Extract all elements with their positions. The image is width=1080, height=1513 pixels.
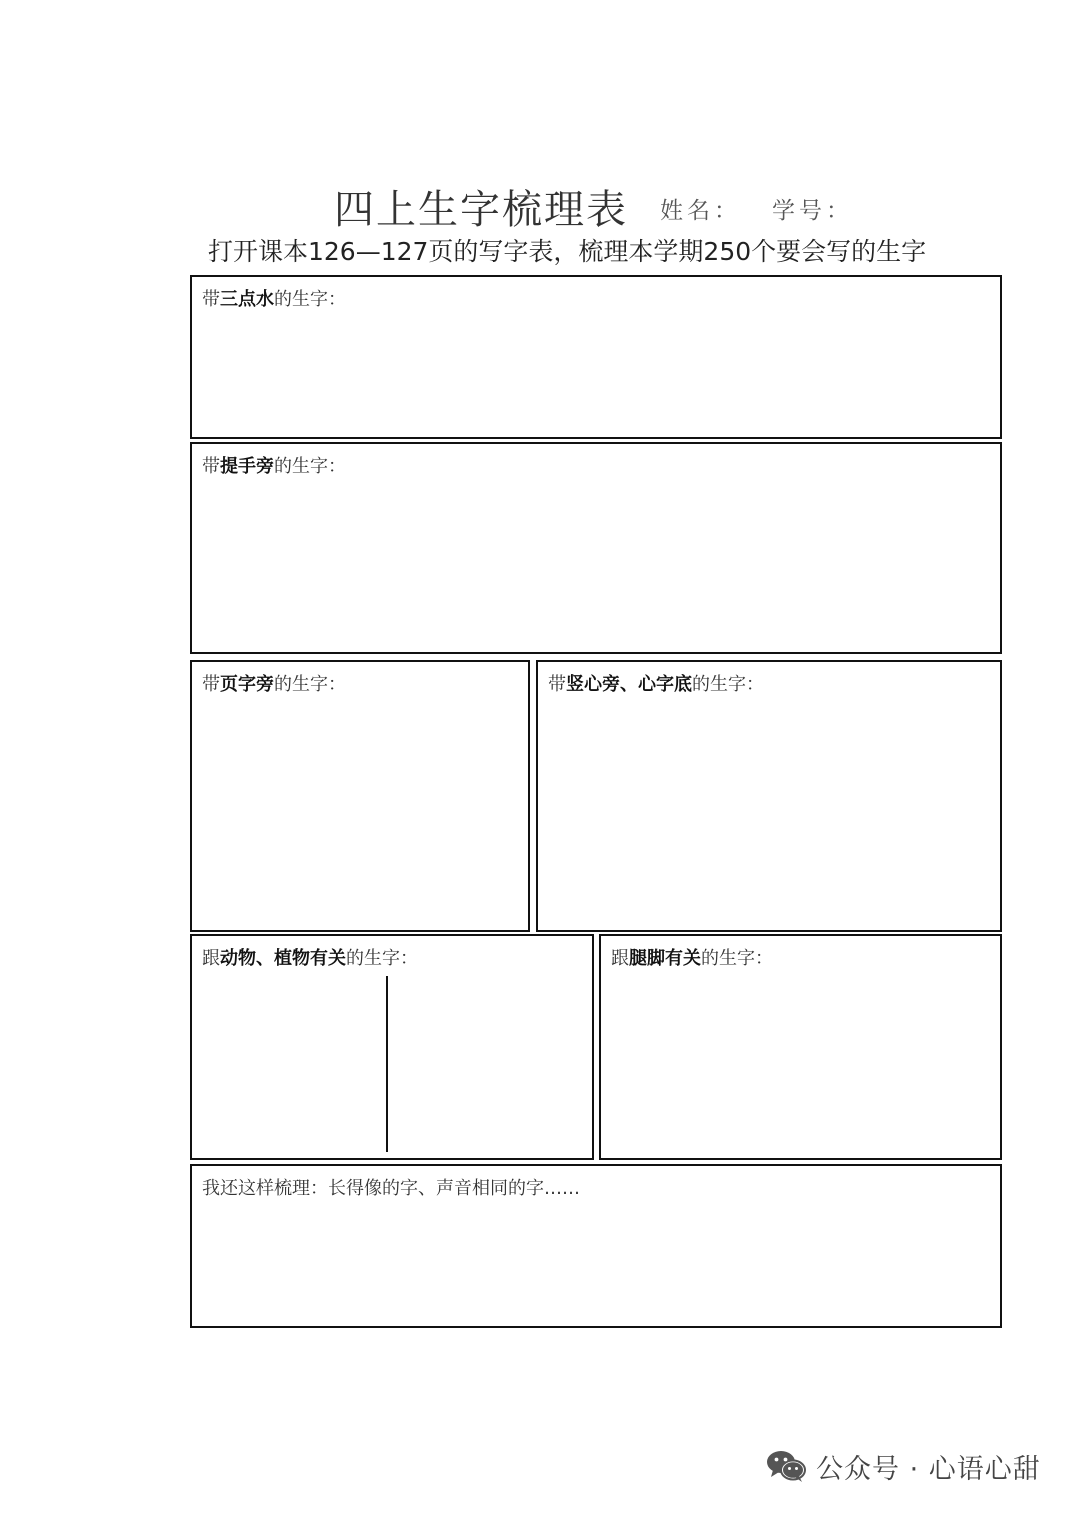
box-tishoupang[interactable] [190, 442, 1002, 654]
instruction-text: 打开课本126—127页的写字表，梳理本学期250个要会写的生字 [208, 237, 927, 266]
box-label: 我还这样梳理：长得像的字、声音相同的字…… [202, 1178, 580, 1199]
box-other[interactable] [190, 1164, 1002, 1328]
box-label: 跟腿脚有关的生字： [611, 948, 773, 969]
student-id-field-label: 学号： [772, 198, 853, 224]
box-xinpang[interactable] [536, 660, 1002, 932]
watermark [766, 1446, 1041, 1486]
watermark-text: 公众号 · 心语心甜 [816, 1453, 1041, 1485]
box-label: 带竖心旁、心字底的生字： [548, 674, 764, 695]
box-label: 带提手旁的生字： [202, 456, 346, 477]
wechat-icon [766, 1449, 806, 1483]
box-yezipang[interactable] [190, 660, 530, 932]
name-field-label: 姓名： [660, 198, 741, 224]
box-label: 跟动物、植物有关的生字： [202, 948, 418, 969]
column-divider [386, 976, 388, 1152]
title-row [0, 178, 1080, 234]
box-label: 带三点水的生字： [202, 289, 346, 310]
page-title: 四上生字梳理表 [334, 187, 628, 233]
box-tuijiao[interactable] [599, 934, 1002, 1160]
box-label: 带页字旁的生字： [202, 674, 346, 695]
box-dongzhiwu[interactable] [190, 934, 594, 1160]
box-sandianshui[interactable] [190, 275, 1002, 439]
